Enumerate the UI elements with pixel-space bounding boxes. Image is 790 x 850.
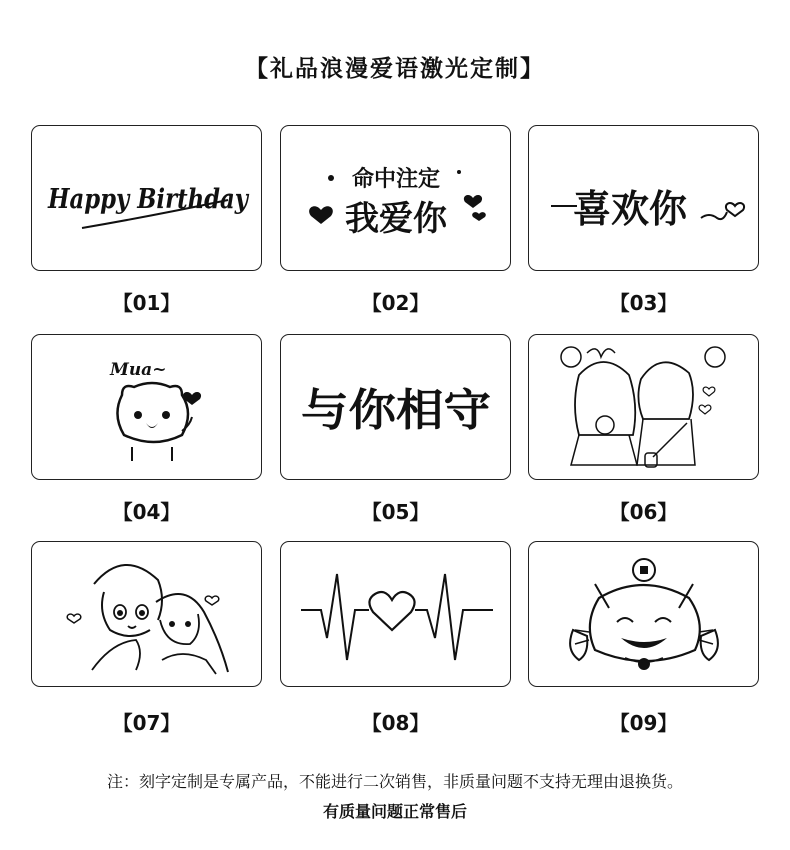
design-label-02: 【02】 xyxy=(361,291,430,315)
design-card-07[interactable] xyxy=(31,541,262,687)
heart-icon xyxy=(309,206,333,224)
design-label-03: 【03】 xyxy=(609,291,678,315)
design-card-09[interactable] xyxy=(528,541,759,687)
page-title: 【礼品浪漫爱语激光定制】 xyxy=(245,56,545,82)
heart-icon xyxy=(726,203,744,216)
heart-icon xyxy=(369,592,414,630)
design-label-07: 【07】 xyxy=(112,711,181,735)
lucky-cat-artwork xyxy=(529,542,759,687)
heart-icon xyxy=(67,614,81,623)
design-card-02[interactable] xyxy=(280,125,511,271)
couple-back-view-artwork xyxy=(529,335,759,480)
heart-icon xyxy=(703,387,715,396)
design-label-09: 【09】 xyxy=(609,711,678,735)
design-02-line2: 我爱你 xyxy=(345,199,447,239)
design-02-line1: 命中注定 xyxy=(351,167,441,192)
design-label-04: 【04】 xyxy=(112,500,181,524)
cute-bear-artwork xyxy=(32,335,262,480)
like-you-artwork xyxy=(529,126,759,271)
design-04-text: Mua~ xyxy=(110,360,167,380)
design-05-text: 与你相守 xyxy=(301,385,491,436)
design-label-05: 【05】 xyxy=(361,500,430,524)
design-label-01: 【01】 xyxy=(112,291,181,315)
together-forever-artwork xyxy=(281,335,511,480)
couple-portrait-artwork xyxy=(32,542,262,687)
heart-icon xyxy=(699,405,711,414)
design-label-08: 【08】 xyxy=(361,711,430,735)
design-card-04[interactable] xyxy=(31,334,262,480)
design-01-text: Happy Birthday xyxy=(47,184,250,215)
design-card-03[interactable] xyxy=(528,125,759,271)
happy-birthday-artwork xyxy=(32,126,262,271)
heart-icon xyxy=(472,212,486,221)
design-card-06[interactable] xyxy=(528,334,759,480)
design-card-01[interactable] xyxy=(31,125,262,271)
heartbeat-line-artwork xyxy=(281,542,511,687)
heart-icon xyxy=(205,596,219,605)
design-card-08[interactable] xyxy=(280,541,511,687)
design-label-06: 【06】 xyxy=(609,500,678,524)
design-card-05[interactable] xyxy=(280,334,511,480)
design-03-text: 喜欢你 xyxy=(573,187,688,231)
heart-icon xyxy=(464,195,482,208)
destined-love-artwork xyxy=(281,126,511,271)
after-sales-notice: 有质量问题正常售后 xyxy=(322,802,467,821)
custom-engraving-notice: 注：刻字定制是专属产品，不能进行二次销售，非质量问题不支持无理由退换货。 xyxy=(106,772,683,791)
